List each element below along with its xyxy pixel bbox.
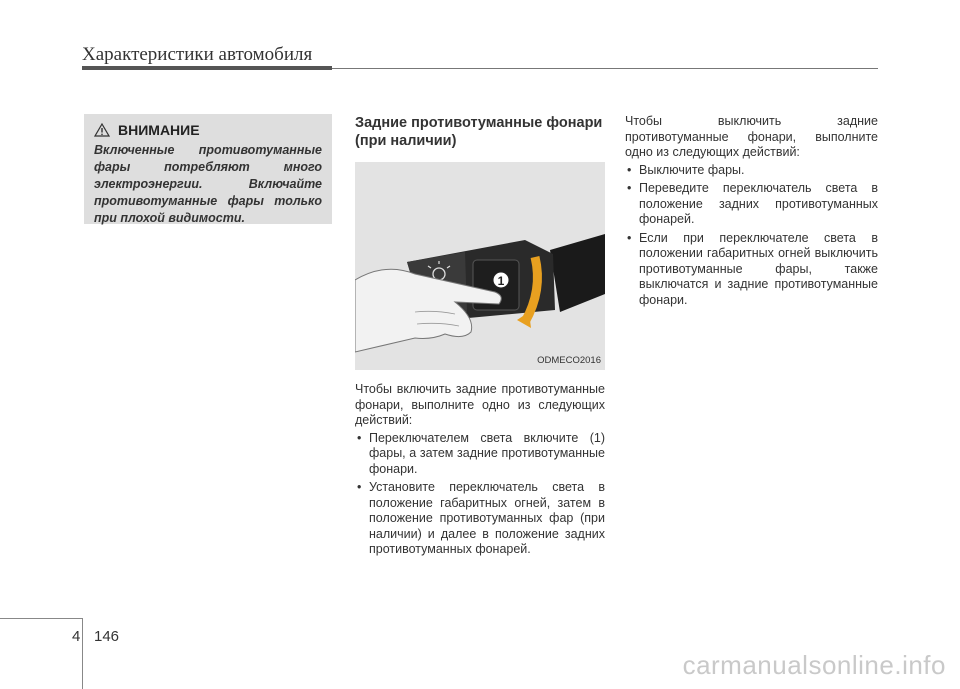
on-step-item: • Переключателем света включите (1) фары, а затем задние противотуманные фонари. — [355, 431, 605, 478]
page-header-title: Характеристики автомобиля — [82, 44, 313, 65]
right-column — [625, 114, 878, 311]
figure-callout-label: 1 — [497, 274, 505, 288]
header-rule-thick — [82, 66, 332, 70]
footer-horizontal-rule — [0, 618, 82, 619]
off-step-item: • Выключите фары. — [625, 163, 878, 179]
section-title: Задние противотуманные фонари (при наличии) — [355, 115, 603, 149]
warning-box — [84, 114, 332, 224]
off-step-item: • Если при переключателе света в положении габаритных огней выключить противотуманные фары, также выключатся и задние противотуманные фонари. — [625, 231, 878, 309]
intro-off-text: Чтобы выключить задние противотуманные фонари, выполните одно из следующих действий: — [625, 114, 878, 159]
watermark-text: carmanualsonline.info — [682, 650, 946, 680]
warning-triangle-icon — [94, 123, 110, 137]
warning-text: Включенные противотуманные фары потребляют много электроэнергии. Включайте противотуманные фары только при плохой видимости. — [94, 143, 322, 225]
light-switch-illustration — [355, 162, 605, 370]
chapter-number: 4 — [72, 628, 81, 645]
figure-caption: ODMECO2016 — [537, 354, 601, 366]
on-step-item: • Установите переключатель света в положение габаритных огней, затем в положение противотуманных фар (при наличии) и далее в положение задних противотуманных фонарей. — [355, 480, 605, 558]
on-steps-list — [355, 431, 605, 558]
light-switch-figure — [355, 162, 605, 370]
header-rule-thin — [332, 68, 878, 69]
warning-header — [94, 122, 322, 138]
page-number — [72, 628, 119, 645]
middle-column — [355, 114, 605, 561]
off-steps-list — [625, 163, 878, 309]
intro-on-text: Чтобы включить задние противотуманные фонари, выполните одно из следующих действий: — [355, 382, 605, 427]
page-number-value: 146 — [94, 628, 120, 645]
off-step-item: • Переведите переключатель света в положение задних противотуманных фонарей. — [625, 181, 878, 228]
warning-title: ВНИМАНИЕ — [118, 122, 200, 138]
